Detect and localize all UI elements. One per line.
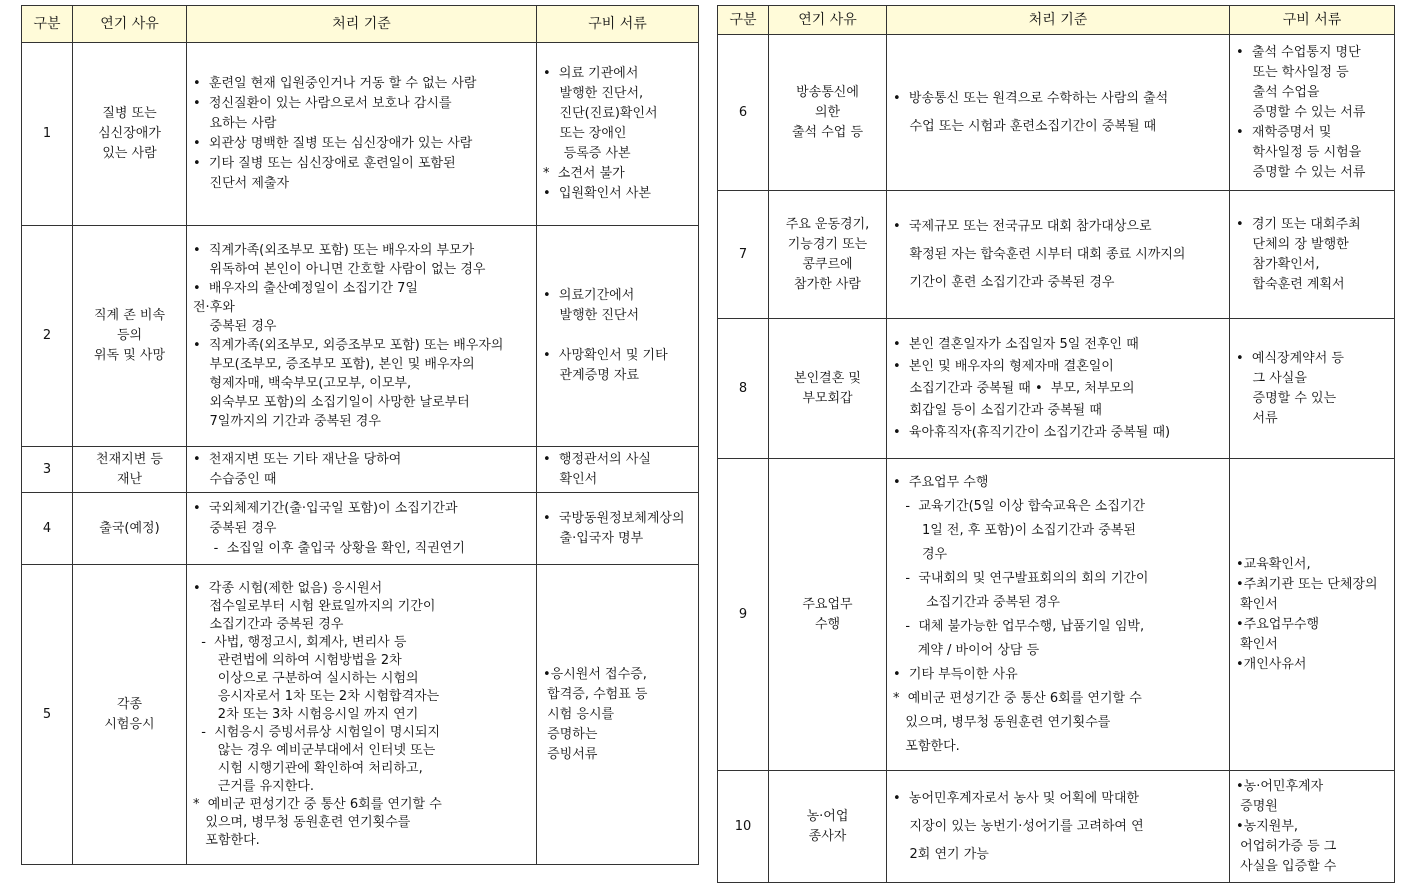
row-number: 4 xyxy=(22,493,73,565)
table-row xyxy=(22,226,699,447)
row-docs: •농·어민후계자 증명원 •농지원부, 어업허가증 등 그 사실을 입증할 수 xyxy=(1236,778,1337,874)
row-reason: 각종 시험응시 xyxy=(104,696,155,732)
row-criteria: • 직계가족(외조부모 포함) 또는 배우자의 부모가 위독하여 본인이 아니면 간호할 사람이 없는 경우 • 배우자의 출산예정일이 소집기간 7일 전·후와 중복된 경우 • 직계가족(외조부모, 외증조부모 포함) 또는 배우자의 부모(조부모, 증조부모 포함), 본인 및 배우자의 형제자매, 백숙부모(고모부, 이모부, 외숙부모 포함)의 소집기일이 사망한 날로부터 7일까지의 기간과 중복된 경우 xyxy=(193,243,504,429)
row-criteria: • 국외체제기간(출·입국일 포함)이 소집기간과 중복된 경우 - 소집일 이후 출입국 상황을 확인, 직권연기 xyxy=(193,500,465,556)
row-criteria: • 국제규모 또는 전국규모 대회 참가대상으로 확정된 자는 합숙훈련 시부터 대회 종료 시까지의 기간이 훈련 소집기간과 중복된 경우 xyxy=(893,218,1186,290)
table-row xyxy=(718,35,1395,191)
row-docs: • 국방동원정보체계상의 출·입국자 명부 xyxy=(543,510,685,546)
row-criteria: • 본인 결혼일자가 소집일자 5일 전후인 때 • 본인 및 배우자의 형제자매 결혼일이 소집기간과 중복될 때 • 부모, 처부모의 회갑일 등이 소집기간과 중복될 때 • 육아휴직자(휴직기간이 소집기간과 중복될 때) xyxy=(893,336,1171,440)
header-docs: 구비 서류 xyxy=(1230,6,1395,35)
row-number: 1 xyxy=(22,43,73,226)
row-number: 6 xyxy=(718,35,769,191)
row-number: 8 xyxy=(718,319,769,459)
row-criteria: • 주요업무 수행 - 교육기간(5일 이상 합숙교육은 소집기간 1일 전, 후 포함)이 소집기간과 중복된 경우 - 국내회의 및 연구발표회의의 회의 기간이 소집기간과 중복된 경우 - 대체 불가능한 업무수행, 납품기일 임박, 계약 / 바이어 상담 등 • 기타 부득이한 사유 * 예비군 편성기간 중 통산 6회를 연기할 수 있으며, 병무청 동원훈련 연기횟수를 포함한다. xyxy=(893,474,1149,754)
row-reason: 질병 또는 심신장애가 있는 사람 xyxy=(98,106,161,161)
header-criteria: 처리 기준 xyxy=(887,6,1230,35)
table-row xyxy=(718,319,1395,459)
row-reason: 직계 존 비속 등의 위독 및 사망 xyxy=(93,308,166,363)
row-reason: 출국(예정) xyxy=(99,520,160,536)
row-reason: 천재지변 등 재난 xyxy=(96,451,163,487)
table-row xyxy=(22,493,699,565)
row-docs: • 예식장계약서 등 그 사실을 증명할 수 있는 서류 xyxy=(1236,350,1344,426)
row-criteria: • 방송통신 또는 원격으로 수학하는 사람의 출석 수업 또는 시험과 훈련소집기간이 중복될 때 xyxy=(893,90,1169,134)
row-number: 3 xyxy=(22,447,73,493)
row-docs: • 행정관서의 사실 확인서 xyxy=(543,451,651,487)
row-docs: • 경기 또는 대회주최 단체의 장 발행한 참가확인서, 합숙훈련 계획서 xyxy=(1236,216,1361,292)
row-docs: • 의료기간에서 발행한 진단서 • 사망확인서 및 기타 관계증명 자료 xyxy=(543,288,668,383)
table-row xyxy=(718,459,1395,771)
right-header-row xyxy=(718,6,1395,35)
row-reason: 농·어업 종사자 xyxy=(806,808,849,844)
header-reason: 연기 사유 xyxy=(73,6,187,43)
row-criteria: • 천재지변 또는 기타 재난을 당하여 수습중인 때 xyxy=(193,451,402,487)
left-table xyxy=(21,5,699,865)
row-number: 7 xyxy=(718,191,769,319)
row-criteria: • 농어민후계자로서 농사 및 어획에 막대한 지장이 있는 농번기·성어기를 고려하여 연 2회 연기 가능 xyxy=(893,790,1144,862)
header-gubun: 구분 xyxy=(718,6,769,35)
row-number: 9 xyxy=(718,459,769,771)
row-criteria: • 각종 시험(제한 없음) 응시원서 접수일로부터 시험 완료일까지의 기간이 소집기간과 중복된 경우 - 사법, 행정고시, 회계사, 변리사 등 관련법에 의하여 시험방법을 2차 이상으로 구분하여 실시하는 시험의 응시자로서 1차 또는 2차 시험합격자는 2차 또는 3차 시험응시일 까지 연기 - 시험응시 증빙서류상 시험일이 명시되지 않는 경우 예비군부대에서 인터넷 또는 시험 시행기관에 확인하여 처리하고, 근거를 유지한다. * 예비군 편성기간 중 통산 6회를 연기할 수 있으며, 병무청 동원훈련 연기횟수를 포함한다. xyxy=(193,580,442,848)
table-row xyxy=(22,43,699,226)
row-docs: • 의료 기관에서 발행한 진단서, 진단(진료)확인서 또는 장애인 등록증 사본 * 소견서 불가 • 입원확인서 사본 xyxy=(543,66,658,201)
row-number: 5 xyxy=(22,565,73,865)
row-reason: 주요 운동경기, 기능경기 또는 콩쿠르에 참가한 사람 xyxy=(785,216,870,292)
row-number: 2 xyxy=(22,226,73,447)
row-reason: 본인결혼 및 부모회갑 xyxy=(794,370,861,406)
header-docs: 구비 서류 xyxy=(537,6,699,43)
row-reason: 방송통신에 의한 출석 수업 등 xyxy=(791,84,864,140)
row-criteria: • 훈련일 현재 입원중인거나 거동 할 수 없는 사람 • 정신질환이 있는 사람으로서 보호나 감시를 요하는 사람 • 외관상 명백한 질병 또는 심신장애가 있는 사람 • 기타 질병 또는 심신장애로 훈련일이 포함된 진단서 제출자 xyxy=(193,76,477,191)
right-table xyxy=(717,5,1395,883)
table-row xyxy=(22,565,699,865)
row-docs: •응시원서 접수증, 합격증, 수험표 등 시험 응시를 증명하는 증빙서류 xyxy=(543,666,648,762)
row-docs: • 출석 수업통지 명단 또는 학사일정 등 출석 수업을 증명할 수 있는 서류 • 재학증명서 및 학사일정 등 시험을 증명할 수 있는 서류 xyxy=(1236,44,1366,180)
table-row xyxy=(22,447,699,493)
header-reason: 연기 사유 xyxy=(769,6,887,35)
table-row xyxy=(718,191,1395,319)
table-row xyxy=(718,771,1395,883)
row-number: 10 xyxy=(718,771,769,883)
header-gubun: 구분 xyxy=(22,6,73,43)
row-docs: •교육확인서, •주최기관 또는 단체장의 확인서 •주요업무수행 확인서 •개인사유서 xyxy=(1236,556,1378,672)
left-header-row xyxy=(22,6,699,43)
row-reason: 주요업무 수행 xyxy=(802,596,853,632)
header-criteria: 처리 기준 xyxy=(187,6,537,43)
